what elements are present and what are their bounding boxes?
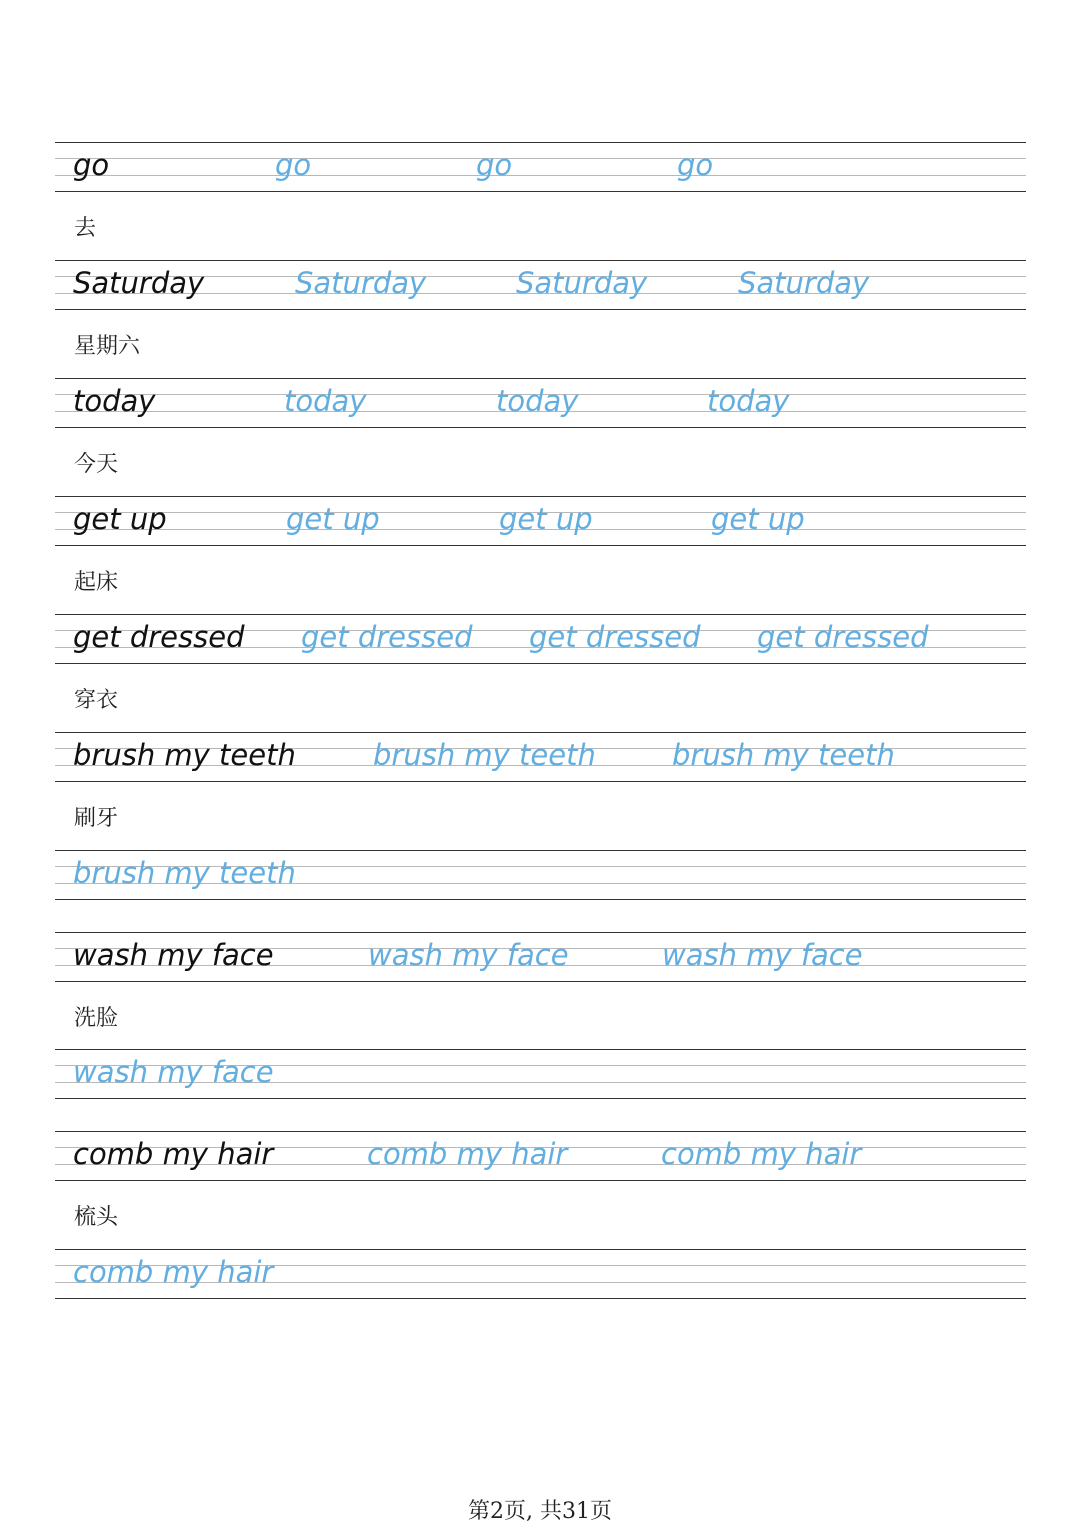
trace-word: get dressed	[757, 620, 929, 654]
page-footer: 第2页, 共31页	[468, 1499, 612, 1524]
guide-line	[55, 614, 1026, 615]
trace-word: comb my hair	[367, 1137, 568, 1171]
trace-word: today	[496, 384, 579, 418]
vocab-word: wash my face	[73, 938, 274, 972]
guide-line	[55, 496, 1026, 497]
trace-word: comb my hair	[661, 1137, 862, 1171]
writing-row	[55, 378, 1026, 427]
guide-line	[55, 732, 1026, 733]
guide-line	[55, 260, 1026, 261]
chinese-meaning: 起床	[74, 570, 119, 595]
chinese-meaning: 去	[74, 216, 97, 241]
writing-row	[55, 1131, 1026, 1180]
trace-word: brush my teeth	[672, 738, 895, 772]
trace-word: get dressed	[529, 620, 701, 654]
trace-word: go	[677, 148, 714, 182]
chinese-meaning: 星期六	[74, 334, 141, 359]
practice-trace-word: comb my hair	[73, 1255, 274, 1289]
writing-row	[55, 496, 1026, 545]
practice-row	[55, 850, 1026, 899]
vocab-word: get up	[73, 502, 167, 536]
trace-word: get up	[499, 502, 593, 536]
guide-line	[55, 142, 1026, 143]
guide-line	[55, 545, 1026, 546]
vocab-word: Saturday	[73, 266, 205, 300]
guide-line	[55, 981, 1026, 982]
trace-word: go	[476, 148, 513, 182]
vocab-word: brush my teeth	[73, 738, 296, 772]
guide-line	[55, 378, 1026, 379]
trace-word: Saturday	[738, 266, 870, 300]
guide-line	[55, 663, 1026, 664]
trace-word: Saturday	[516, 266, 648, 300]
trace-word: get up	[711, 502, 805, 536]
writing-row	[55, 142, 1026, 191]
chinese-meaning: 洗脸	[74, 1006, 119, 1031]
trace-word: go	[275, 148, 312, 182]
trace-word: today	[707, 384, 790, 418]
vocab-word: comb my hair	[73, 1137, 274, 1171]
guide-line	[55, 309, 1026, 310]
vocab-word: go	[73, 148, 110, 182]
guide-line	[55, 932, 1026, 933]
guide-line	[55, 1298, 1026, 1299]
guide-line	[55, 1131, 1026, 1132]
vocab-word: today	[73, 384, 156, 418]
guide-line	[55, 158, 1026, 159]
guide-line	[55, 1049, 1026, 1050]
guide-line	[55, 1249, 1026, 1250]
vocab-word: get dressed	[73, 620, 245, 654]
guide-line	[55, 850, 1026, 851]
chinese-meaning: 穿衣	[74, 688, 119, 713]
guide-line	[55, 899, 1026, 900]
writing-row	[55, 932, 1026, 981]
trace-word: wash my face	[368, 938, 569, 972]
guide-line	[55, 175, 1026, 176]
guide-line	[55, 427, 1026, 428]
practice-trace-word: wash my face	[73, 1055, 274, 1089]
trace-word: wash my face	[662, 938, 863, 972]
practice-row	[55, 1249, 1026, 1298]
chinese-meaning: 今天	[74, 452, 119, 477]
chinese-meaning: 刷牙	[74, 806, 119, 831]
practice-trace-word: brush my teeth	[73, 856, 296, 890]
trace-word: today	[284, 384, 367, 418]
guide-line	[55, 1180, 1026, 1181]
guide-line	[55, 191, 1026, 192]
trace-word: Saturday	[295, 266, 427, 300]
trace-word: get up	[286, 502, 380, 536]
practice-row	[55, 1049, 1026, 1098]
trace-word: get dressed	[301, 620, 473, 654]
writing-row	[55, 614, 1026, 663]
trace-word: brush my teeth	[373, 738, 596, 772]
chinese-meaning: 梳头	[74, 1205, 119, 1230]
guide-line	[55, 1098, 1026, 1099]
guide-line	[55, 781, 1026, 782]
writing-row	[55, 732, 1026, 781]
writing-row	[55, 260, 1026, 309]
